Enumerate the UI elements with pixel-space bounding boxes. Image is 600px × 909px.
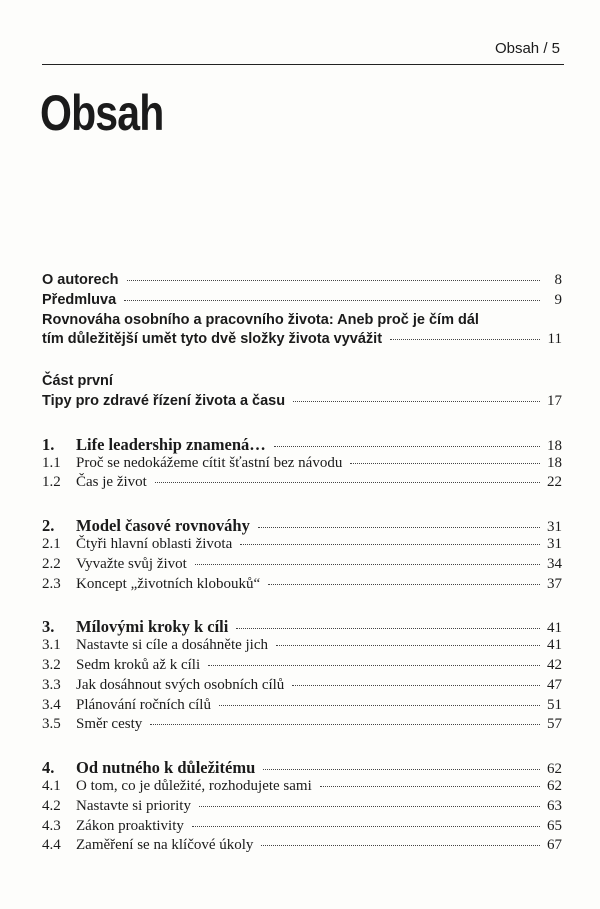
toc-entry-title: Tipy pro zdravé řízení života a času <box>42 392 286 409</box>
toc-entry-number: 4.2 <box>42 797 61 814</box>
header-rule <box>42 64 564 65</box>
toc-entry-page: 34 <box>547 555 562 572</box>
toc-entry-title: Nastavte si cíle a dosáhněte jich <box>76 637 269 654</box>
toc-entry-page: 9 <box>554 291 562 308</box>
toc-entry <box>42 331 562 351</box>
dot-leader <box>127 280 540 281</box>
toc-entry-page: 31 <box>547 535 562 552</box>
toc-entry-page: 8 <box>554 272 562 288</box>
toc-entry-title: tím důležitější umět tyto dvě složky života vyvážit <box>42 331 383 348</box>
dot-leader <box>219 705 540 706</box>
toc-entry-title: Čas je život <box>76 474 147 491</box>
toc-entry <box>42 798 562 818</box>
toc-entry <box>42 818 562 838</box>
toc-entry-title: Předmluva <box>42 291 117 308</box>
toc-entry-page: 41 <box>547 637 562 654</box>
dot-leader <box>390 339 540 340</box>
toc-entry-number: 2.3 <box>42 575 61 592</box>
toc-entry <box>42 435 562 455</box>
toc-entry-page: 22 <box>547 474 562 491</box>
toc-entry-title: Vyvažte svůj život <box>76 555 187 572</box>
toc-entry-page: 47 <box>547 676 562 693</box>
toc-entry-page: 67 <box>547 837 562 854</box>
toc-entry-title: Model časové rovnováhy <box>76 516 250 536</box>
toc-entry-page: 41 <box>547 620 562 637</box>
toc-entry-title: Life leadership znamená… <box>76 434 266 454</box>
dot-leader <box>263 769 540 770</box>
toc-entry-title: Směr cesty <box>76 716 143 733</box>
dot-leader <box>274 446 540 447</box>
dot-leader <box>192 826 540 827</box>
toc-entry-number: 1.1 <box>42 454 61 471</box>
toc-entry-title: Zákon proaktivity <box>76 817 184 834</box>
dot-leader <box>236 628 540 629</box>
toc-entry <box>42 455 562 475</box>
toc-entry <box>42 837 562 857</box>
toc-entry-page: 65 <box>547 817 562 834</box>
toc-entry-page: 37 <box>547 575 562 592</box>
toc-entry-number: 1.2 <box>42 474 61 491</box>
toc-entry <box>42 312 562 332</box>
toc-entry <box>42 373 562 393</box>
dot-leader <box>124 300 540 301</box>
toc-entry-page: 62 <box>547 777 562 794</box>
toc-entry <box>42 677 562 697</box>
toc-entry-number: 3.2 <box>42 656 61 673</box>
toc-entry-page: 62 <box>547 761 562 778</box>
running-head: Obsah / 5 <box>494 40 560 57</box>
dot-leader <box>240 544 540 545</box>
toc-entry-page: 51 <box>547 696 562 713</box>
toc-entry <box>42 716 562 736</box>
table-of-contents <box>42 272 562 857</box>
toc-entry <box>42 617 562 637</box>
toc-entry-page: 42 <box>547 656 562 673</box>
toc-entry-page: 31 <box>547 519 562 536</box>
toc-entry <box>42 474 562 494</box>
dot-leader <box>150 724 540 725</box>
toc-entry-page: 57 <box>547 716 562 733</box>
toc-entry-number: 3.1 <box>42 637 61 654</box>
toc-entry-title: Sedm kroků až k cíli <box>76 656 201 673</box>
toc-entry-page: 17 <box>547 392 562 409</box>
toc-entry-title: O autorech <box>42 272 119 288</box>
toc-entry-title: Nastavte si priority <box>76 797 191 814</box>
toc-entry <box>42 556 562 576</box>
dot-leader <box>320 786 540 787</box>
toc-entry-number: 3.3 <box>42 676 61 693</box>
dot-leader <box>261 845 540 846</box>
toc-entry-page: 18 <box>547 454 562 471</box>
toc-entry-title: Rovnováha osobního a pracovního života: Aneb proč je čím dál <box>42 311 479 328</box>
toc-entry-number: 4.3 <box>42 817 61 834</box>
toc-entry-number: 4.4 <box>42 837 61 854</box>
toc-entry <box>42 657 562 677</box>
dot-leader <box>268 584 540 585</box>
dot-leader <box>195 564 540 565</box>
toc-entry-title: Koncept „životních klobouků“ <box>76 575 261 592</box>
toc-entry-title: O tom, co je důležité, rozhodujete sami <box>76 777 312 794</box>
toc-entry-number: 4. <box>42 758 55 778</box>
toc-entry <box>42 393 562 413</box>
toc-entry-number: 3.5 <box>42 716 61 733</box>
toc-entry-page: 63 <box>547 797 562 814</box>
toc-entry-title: Proč se nedokážeme cítit šťastní bez návodu <box>76 454 343 471</box>
toc-entry <box>42 536 562 556</box>
toc-entry-number: 4.1 <box>42 777 61 794</box>
toc-entry-title: Mílovými kroky k cíli <box>76 617 229 637</box>
dot-leader <box>350 463 540 464</box>
toc-entry-title: Část první <box>42 373 113 390</box>
dot-leader <box>276 645 540 646</box>
toc-entry <box>42 272 562 292</box>
toc-entry <box>42 576 562 596</box>
toc-entry-title: Zaměření se na klíčové úkoly <box>76 837 254 854</box>
toc-entry <box>42 778 562 798</box>
toc-entry-number: 1. <box>42 434 55 454</box>
page-title: Obsah <box>40 85 164 141</box>
dot-leader <box>292 685 540 686</box>
toc-entry-title: Čtyři hlavní oblasti života <box>76 535 233 552</box>
toc-entry-number: 2. <box>42 516 55 536</box>
toc-entry <box>42 697 562 717</box>
dot-leader <box>155 482 540 483</box>
toc-entry-number: 3. <box>42 617 55 637</box>
dot-leader <box>199 806 540 807</box>
dot-leader <box>293 401 540 402</box>
toc-entry-title: Plánování ročních cílů <box>76 696 211 713</box>
toc-entry-title: Jak dosáhnout svých osobních cílů <box>76 676 285 693</box>
toc-entry-number: 3.4 <box>42 696 61 713</box>
toc-entry <box>42 758 562 778</box>
toc-entry-title: Od nutného k důležitému <box>76 758 256 778</box>
toc-entry <box>42 516 562 536</box>
dot-leader <box>258 527 540 528</box>
dot-leader <box>208 665 540 666</box>
toc-entry-page: 11 <box>547 331 562 348</box>
toc-entry-page: 18 <box>547 437 562 454</box>
toc-entry <box>42 292 562 312</box>
toc-entry-number: 2.2 <box>42 555 61 572</box>
toc-entry-number: 2.1 <box>42 535 61 552</box>
toc-entry <box>42 637 562 657</box>
